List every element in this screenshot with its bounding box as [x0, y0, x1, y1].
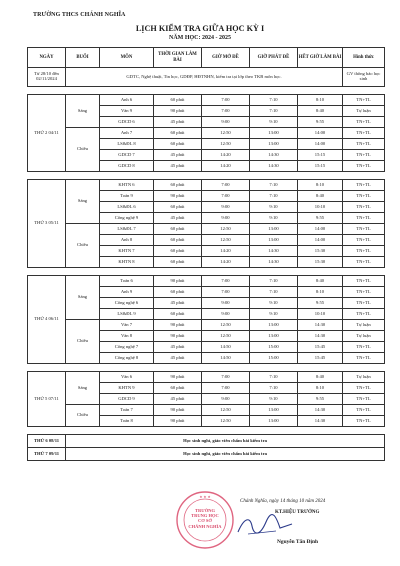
signer-name: Nguyễn Tấn Định: [277, 539, 318, 545]
separator-row: [28, 364, 385, 372]
table-cell: 14:30: [298, 416, 343, 427]
separator-cell: [28, 364, 385, 372]
day-cell: THỨ 3 05/11: [28, 180, 66, 268]
table-cell: 7:10: [250, 95, 298, 106]
place-date: Chánh Nghĩa, ngày 14 tháng 10 năm 2024: [240, 499, 326, 504]
table-cell: 15:45: [298, 353, 343, 364]
table-cell: TN+TL: [343, 342, 385, 353]
table-cell: Anh 7: [100, 128, 154, 139]
table-cell: 14:20: [202, 161, 250, 172]
separator-cell: [28, 427, 385, 435]
table-cell: 12:50: [202, 139, 250, 150]
grading-row: [28, 435, 385, 448]
table-cell: 14:30: [250, 161, 298, 172]
separator-row: [28, 87, 385, 95]
table-cell: 14:30: [298, 331, 343, 342]
separator-cell: [28, 172, 385, 180]
table-cell: 7:10: [250, 372, 298, 383]
table-cell: 7:00: [202, 383, 250, 394]
table-cell: 14:50: [202, 353, 250, 364]
table-cell: 90 phút: [154, 416, 202, 427]
table-cell: GDCD 7: [100, 150, 154, 161]
table-cell: 14:00: [298, 139, 343, 150]
table-cell: 9:00: [202, 117, 250, 128]
separator-row: [28, 427, 385, 435]
session-cell: Chiều: [66, 128, 100, 172]
table-row: [28, 405, 385, 416]
table-cell: 7:00: [202, 276, 250, 287]
table-cell: Văn 9: [100, 106, 154, 117]
table-cell: 8:10: [298, 287, 343, 298]
table-cell: TN+TL: [343, 287, 385, 298]
table-cell: 12:50: [202, 235, 250, 246]
table-cell: 7:00: [202, 95, 250, 106]
table-cell: 9:55: [298, 298, 343, 309]
stamp-line: CHÁNH NGHĨA: [188, 523, 222, 529]
table-cell: TN+TL: [343, 383, 385, 394]
table-cell: 90 phút: [154, 276, 202, 287]
table-cell: KHTN 8: [100, 257, 154, 268]
table-cell: 60 phút: [154, 224, 202, 235]
school-name: TRƯỜNG THCS CHÁNH NGHĨA: [33, 12, 126, 18]
note-row: [28, 68, 385, 87]
table-cell: 13:00: [250, 139, 298, 150]
table-cell: TN+TL: [343, 235, 385, 246]
table-cell: 8:40: [298, 106, 343, 117]
day-cell: THỨ 5 07/11: [28, 372, 66, 427]
table-cell: TN+TL: [343, 95, 385, 106]
table-cell: KHTN 6: [100, 180, 154, 191]
table-cell: 8:10: [298, 383, 343, 394]
table-cell: TN+TL: [343, 213, 385, 224]
table-cell: 8:10: [298, 180, 343, 191]
table-cell: 15:00: [250, 353, 298, 364]
table-cell: TN+TL: [343, 276, 385, 287]
table-cell: 12:50: [202, 128, 250, 139]
column-header: MÔN: [100, 48, 154, 68]
session-cell: Sáng: [66, 95, 100, 128]
table-cell: 14:20: [202, 150, 250, 161]
table-cell: 9:00: [202, 298, 250, 309]
table-cell: 14:30: [298, 320, 343, 331]
table-cell: Toán 7: [100, 405, 154, 416]
table-cell: LS&ĐL 7: [100, 224, 154, 235]
table-cell: TN+TL: [343, 394, 385, 405]
table-cell: TN+TL: [343, 180, 385, 191]
table-cell: 7:10: [250, 191, 298, 202]
table-cell: 90 phút: [154, 331, 202, 342]
separator-cell: [28, 87, 385, 95]
table-cell: 60 phút: [154, 95, 202, 106]
day-cell: THỨ 6 08/11: [28, 435, 66, 448]
table-cell: 14:50: [202, 342, 250, 353]
column-header: THỜI GIAN LÀM BÀI: [154, 48, 202, 68]
session-cell: Sáng: [66, 276, 100, 320]
table-cell: TN+TL: [343, 191, 385, 202]
table-row: [28, 276, 385, 287]
table-cell: 14:30: [250, 257, 298, 268]
stamp-line: TRƯỜNG: [194, 508, 216, 513]
table-cell: Công nghệ 7: [100, 342, 154, 353]
session-cell: Chiều: [66, 224, 100, 268]
school-year: NĂM HỌC: 2024 - 2025: [169, 35, 231, 41]
table-cell: 60 phút: [154, 383, 202, 394]
table-cell: 45 phút: [154, 298, 202, 309]
table-cell: 60 phút: [154, 139, 202, 150]
table-cell: TN+TL: [343, 161, 385, 172]
table-cell: 7:00: [202, 106, 250, 117]
table-cell: 9:00: [202, 213, 250, 224]
table-cell: 60 phút: [154, 235, 202, 246]
session-cell: Chiều: [66, 320, 100, 364]
table-cell: Anh 6: [100, 95, 154, 106]
grading-note: Học sinh nghỉ, giáo viên chấm bài kiểm tra: [66, 435, 385, 448]
table-cell: 7:10: [250, 287, 298, 298]
table-cell: Tự luận: [343, 320, 385, 331]
table-cell: 15:30: [298, 257, 343, 268]
table-cell: 9:55: [298, 117, 343, 128]
table-cell: 60 phút: [154, 202, 202, 213]
table-cell: Văn 8: [100, 331, 154, 342]
table-cell: 13:00: [250, 331, 298, 342]
stamp-text: [175, 508, 235, 529]
note-text: GDTC, Nghệ thuật, Tin học, GDĐP, HĐTNHN, kiểm tra tại lớp theo TKB môn học.: [66, 68, 343, 87]
table-cell: 9:00: [202, 394, 250, 405]
table-cell: Công nghệ 9: [100, 213, 154, 224]
table-cell: GDCD 8: [100, 161, 154, 172]
grading-note: Học sinh nghỉ, giáo viên chấm bài kiểm tra: [66, 448, 385, 461]
signer-role: KT.HIỆU TRƯỞNG: [275, 510, 320, 515]
table-cell: Văn 7: [100, 320, 154, 331]
table-cell: TN+TL: [343, 128, 385, 139]
table-cell: 15:30: [298, 246, 343, 257]
svg-text:★ ★ ★: ★ ★ ★: [199, 495, 211, 499]
table-cell: TN+TL: [343, 416, 385, 427]
table-cell: Tự luận: [343, 331, 385, 342]
table-cell: TN+TL: [343, 150, 385, 161]
table-cell: 7:00: [202, 191, 250, 202]
table-row: [28, 320, 385, 331]
table-cell: 13:00: [250, 416, 298, 427]
table-cell: 15:45: [298, 342, 343, 353]
session-cell: Chiều: [66, 405, 100, 427]
table-cell: GDCD 9: [100, 394, 154, 405]
form-cell: GV thông báo học sinh: [343, 68, 385, 87]
table-cell: Toán 9: [100, 191, 154, 202]
table-cell: 45 phút: [154, 213, 202, 224]
table-cell: LS&ĐL 9: [100, 309, 154, 320]
table-cell: 9:00: [202, 202, 250, 213]
column-header: BUỔI: [66, 48, 100, 68]
table-cell: 14:00: [298, 224, 343, 235]
table-cell: 60 phút: [154, 128, 202, 139]
table-cell: 90 phút: [154, 106, 202, 117]
table-cell: 90 phút: [154, 405, 202, 416]
table-cell: 8:10: [298, 95, 343, 106]
table-cell: 8:40: [298, 372, 343, 383]
table-cell: 9:10: [250, 309, 298, 320]
table-cell: Anh 8: [100, 235, 154, 246]
table-cell: LS&ĐL 8: [100, 139, 154, 150]
table-cell: 7:10: [250, 106, 298, 117]
table-cell: 14:20: [202, 246, 250, 257]
document-title: LỊCH KIỂM TRA GIỮA HỌC KỲ I: [135, 24, 265, 33]
table-cell: TN+TL: [343, 257, 385, 268]
table-cell: 14:30: [298, 405, 343, 416]
table-cell: 9:55: [298, 213, 343, 224]
table-cell: 45 phút: [154, 394, 202, 405]
table-cell: 8:40: [298, 191, 343, 202]
table-cell: Tự luận: [343, 106, 385, 117]
grading-row: [28, 448, 385, 461]
table-cell: 45 phút: [154, 161, 202, 172]
table-cell: 90 phút: [154, 372, 202, 383]
session-cell: Sáng: [66, 180, 100, 224]
table-cell: 10:10: [298, 309, 343, 320]
table-cell: 9:10: [250, 202, 298, 213]
table-cell: 9:55: [298, 394, 343, 405]
table-cell: 45 phút: [154, 342, 202, 353]
table-cell: Toán 6: [100, 276, 154, 287]
table-cell: 7:00: [202, 180, 250, 191]
table-cell: 7:10: [250, 276, 298, 287]
table-cell: 13:00: [250, 320, 298, 331]
table-cell: 9:10: [250, 298, 298, 309]
table-cell: Công nghệ 6: [100, 298, 154, 309]
table-cell: LS&ĐL 6: [100, 202, 154, 213]
table-cell: 12:50: [202, 320, 250, 331]
table-cell: 13:00: [250, 128, 298, 139]
table-cell: 60 phút: [154, 257, 202, 268]
session-cell: Sáng: [66, 372, 100, 405]
table-cell: TN+TL: [343, 309, 385, 320]
column-header: Hình thức: [343, 48, 385, 68]
table-row: [28, 180, 385, 191]
table-cell: TN+TL: [343, 405, 385, 416]
day-cell: THỨ 7 09/11: [28, 448, 66, 461]
table-cell: 13:00: [250, 235, 298, 246]
table-cell: 15:00: [250, 342, 298, 353]
table-cell: 7:00: [202, 372, 250, 383]
table-cell: 14:00: [298, 235, 343, 246]
table-cell: TN+TL: [343, 224, 385, 235]
table-cell: 13:00: [250, 224, 298, 235]
table-cell: TN+TL: [343, 298, 385, 309]
table-cell: Anh 9: [100, 287, 154, 298]
separator-cell: [28, 268, 385, 276]
day-cell: THỨ 4 06/11: [28, 276, 66, 364]
table-cell: 9:10: [250, 117, 298, 128]
separator-row: [28, 268, 385, 276]
stamp-line: CƠ SỞ: [198, 518, 212, 524]
table-cell: 12:50: [202, 224, 250, 235]
table-cell: 9:10: [250, 394, 298, 405]
table-cell: 45 phút: [154, 353, 202, 364]
table-cell: Văn 6: [100, 372, 154, 383]
table-cell: 60 phút: [154, 287, 202, 298]
table-header-row: [28, 48, 385, 68]
table-cell: 10:10: [298, 202, 343, 213]
schedule-body: [28, 68, 385, 461]
table-cell: TN+TL: [343, 353, 385, 364]
table-cell: TN+TL: [343, 139, 385, 150]
separator-row: [28, 172, 385, 180]
table-cell: 15:15: [298, 150, 343, 161]
table-cell: 9:10: [250, 213, 298, 224]
table-cell: 13:00: [250, 405, 298, 416]
table-cell: 12:50: [202, 331, 250, 342]
table-row: [28, 95, 385, 106]
table-cell: 12:50: [202, 416, 250, 427]
table-cell: Tự luận: [343, 372, 385, 383]
table-cell: 7:10: [250, 180, 298, 191]
table-cell: TN+TL: [343, 117, 385, 128]
table-cell: 7:00: [202, 287, 250, 298]
stamp-line: TRUNG HỌC: [191, 513, 219, 519]
table-cell: KHTN 9: [100, 383, 154, 394]
table-cell: TN+TL: [343, 202, 385, 213]
column-header: GIỜ MỞ ĐỀ: [202, 48, 250, 68]
table-cell: 12:50: [202, 405, 250, 416]
table-cell: 60 phút: [154, 180, 202, 191]
table-cell: 90 phút: [154, 191, 202, 202]
table-cell: 14:20: [202, 257, 250, 268]
table-cell: 45 phút: [154, 117, 202, 128]
table-cell: 90 phút: [154, 320, 202, 331]
table-cell: 9:00: [202, 309, 250, 320]
table-row: [28, 128, 385, 139]
table-cell: 45 phút: [154, 150, 202, 161]
handwritten-signature: [230, 512, 300, 540]
table-cell: Công nghệ 8: [100, 353, 154, 364]
table-cell: 15:15: [298, 161, 343, 172]
table-cell: 14:30: [250, 150, 298, 161]
table-cell: GDCD 6: [100, 117, 154, 128]
column-header: HẾT GIỜ LÀM BÀI: [298, 48, 343, 68]
table-row: [28, 224, 385, 235]
table-cell: 8:40: [298, 276, 343, 287]
exam-schedule-table: [27, 47, 385, 461]
table-cell: 14:00: [298, 128, 343, 139]
table-cell: 14:30: [250, 246, 298, 257]
column-header: NGÀY: [28, 48, 66, 68]
table-cell: TN+TL: [343, 246, 385, 257]
table-cell: 60 phút: [154, 246, 202, 257]
day-cell: THỨ 2 04/11: [28, 95, 66, 172]
table-cell: 60 phút: [154, 309, 202, 320]
day-cell: Từ 28/10 đến 02/11/2024: [28, 68, 66, 87]
table-cell: 7:10: [250, 383, 298, 394]
table-cell: KHTN 7: [100, 246, 154, 257]
column-header: GIỜ PHÁT ĐỀ: [250, 48, 298, 68]
table-row: [28, 372, 385, 383]
table-cell: Toán 8: [100, 416, 154, 427]
